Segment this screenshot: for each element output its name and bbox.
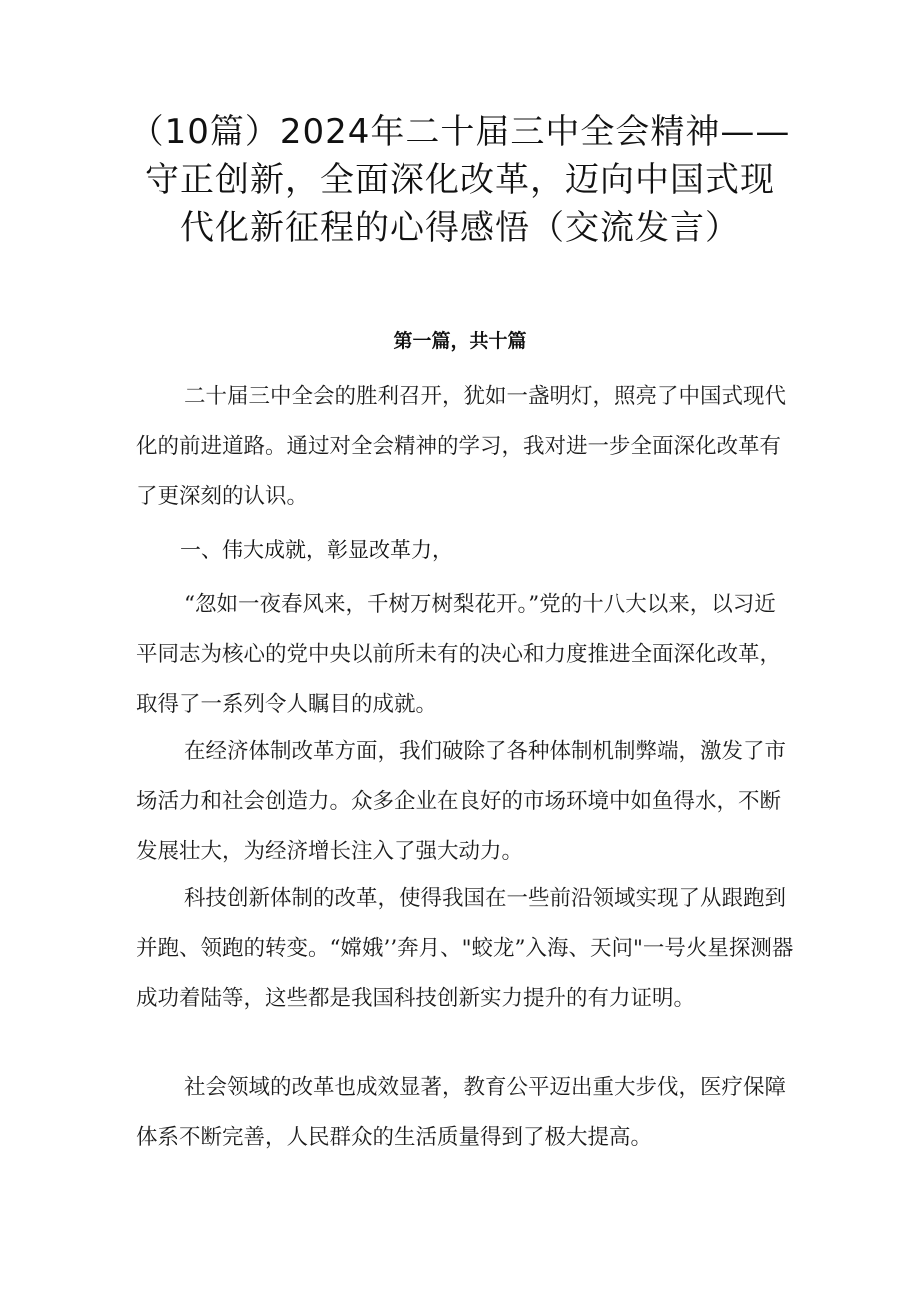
document-title [120,108,800,252]
body-paragraph: 在经济体制改革方面，我们破除了各种体制机制弊端，激发了市场活力和社会创造力。众多企业在良好的市场环境中如鱼得水，不断发展壮大，为经济增长注入了强大动力。 [136,739,787,864]
title-line-2: 守正创新，全面深化改革，迈向中国式现 [145,160,775,200]
title-line-3: 代化新征程的心得感悟（交流发言） [180,208,740,248]
section-heading: 一、伟大成就，彰显改革力， [180,538,453,562]
body-paragraph: “忽如一夜春风来，千树万树梨花开。”党的十八大以来，以习近平同志为核心的党中央以前所未有的决心和力度推进全面深化改革，取得了一系列令人瞩目的成就。 [136,592,782,717]
body-paragraph: 社会领域的改革也成效显著，教育公平迈出重大步伐，医疗保障体系不断完善，人民群众的生活质量得到了极大提高。 [136,1075,787,1150]
title-line-1: （10篇）2024年二十届三中全会精神—— [129,112,791,152]
body-paragraph: 科技创新体制的改革，使得我国在一些前沿领域实现了从跟跑到并跑、领跑的转变。“嫦娥’’奔月、"蛟龙”入海、天问"一号火星探测器成功着陆等，这些都是我国科技创新实力提升的有力证明。 [136,886,794,1011]
intro-paragraph: 二十届三中全会的胜利召开，犹如一盏明灯，照亮了中国式现代化的前进道路。通过对全会精神的学习，我对进一步全面深化改革有了更深刻的认识。 [136,384,787,509]
document-subtitle: 第一篇，共十篇 [393,330,527,352]
